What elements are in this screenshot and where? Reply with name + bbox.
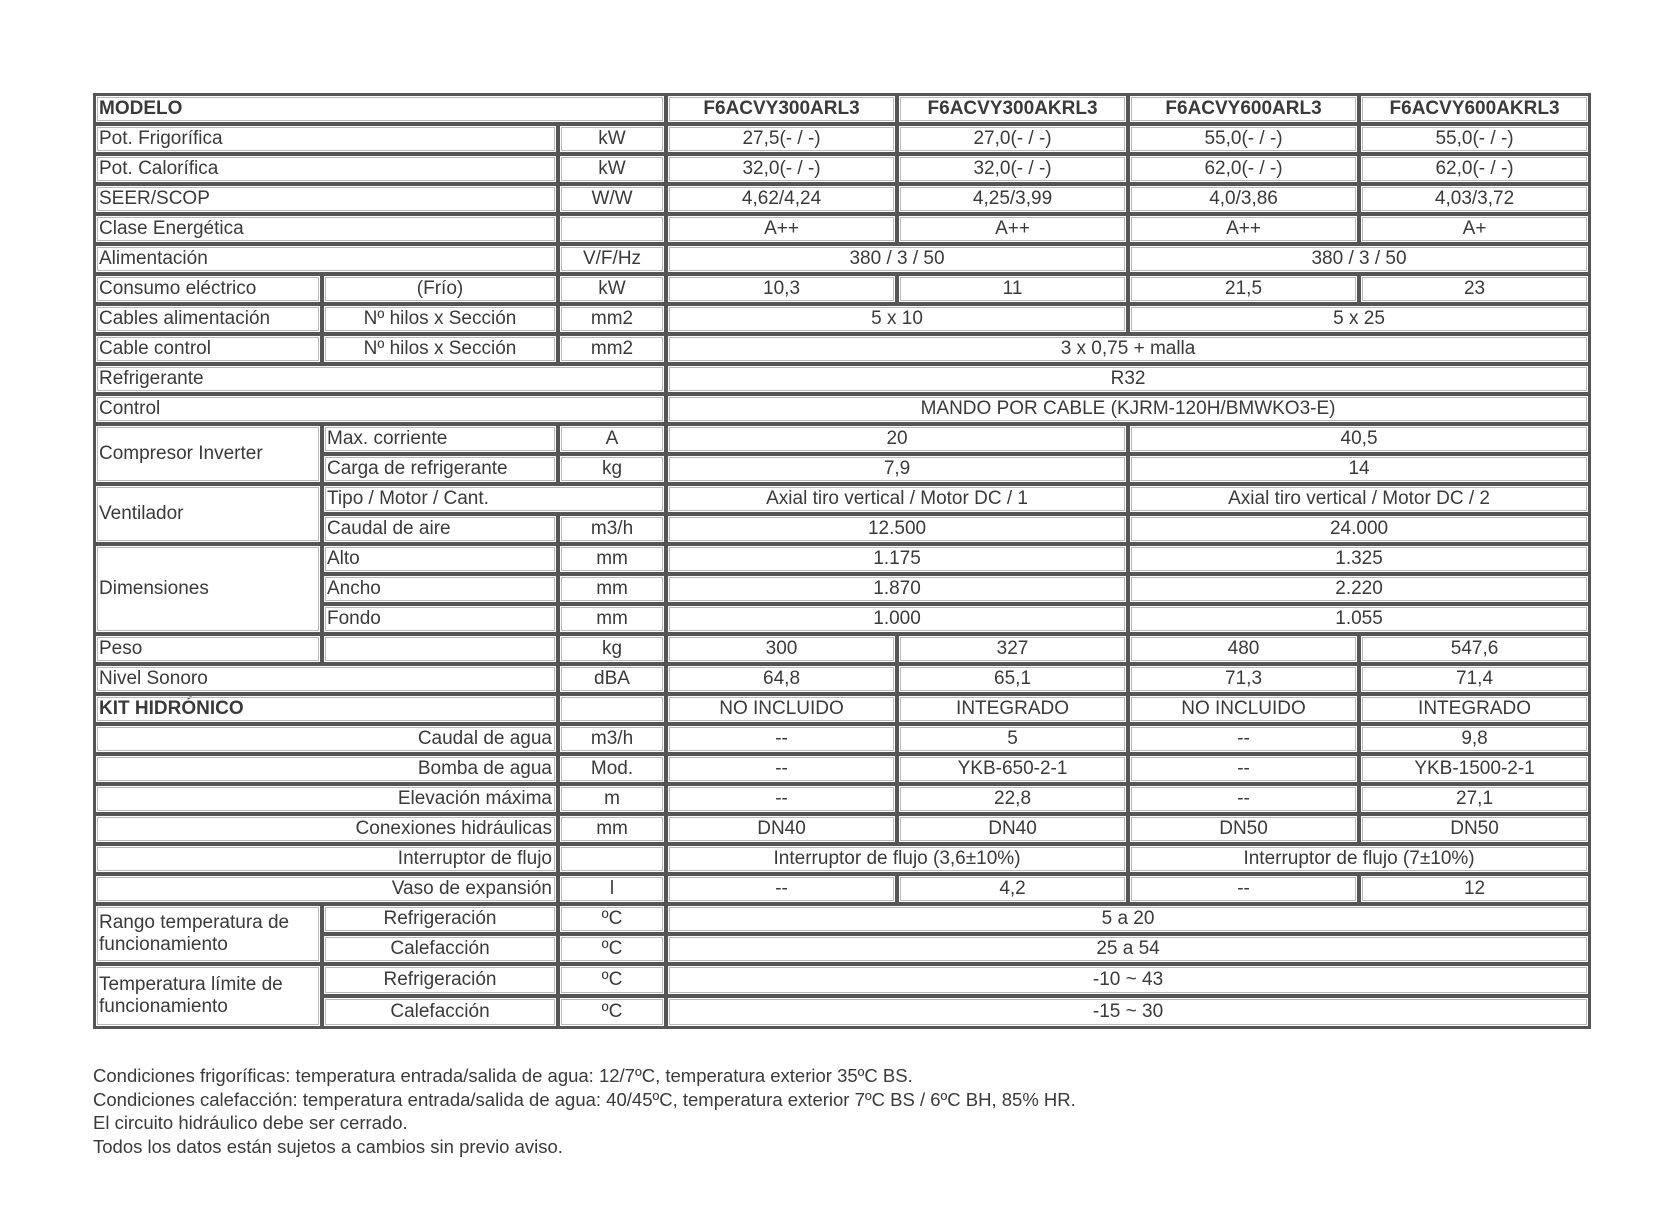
cell-value: 14 [1128, 454, 1590, 484]
cell-value: 32,0(- / -) [897, 154, 1128, 184]
cell-value: 2.220 [1128, 574, 1590, 604]
cell-label: Bomba de agua [94, 754, 558, 784]
cell-model-3: F6ACVY600ARL3 [1128, 94, 1359, 124]
cell-unit: kW [558, 124, 666, 154]
cell-unit: m [558, 784, 666, 814]
row-cable-ctrl [94, 334, 1590, 364]
cell-value: 7,9 [666, 454, 1128, 484]
row-nivel [94, 664, 1590, 694]
cell-value: DN50 [1128, 814, 1359, 844]
row-control [94, 394, 1590, 424]
cell-unit: kW [558, 274, 666, 304]
cell-unit: mm2 [558, 334, 666, 364]
cell-value: INTEGRADO [1359, 694, 1590, 724]
cell-unit: kW [558, 154, 666, 184]
cell-label: Conexiones hidráulicas [94, 814, 558, 844]
cell-sublabel: Caudal de aire [322, 514, 558, 544]
cell-value: 11 [897, 274, 1128, 304]
cell-value: Axial tiro vertical / Motor DC / 1 [666, 484, 1128, 514]
cell-value: NO INCLUIDO [666, 694, 897, 724]
row-ventilador-tipo [94, 484, 1590, 514]
cell-sublabel: Max. corriente [322, 424, 558, 454]
cell-value: MANDO POR CABLE (KJRM-120H/BMWKO3-E) [666, 394, 1590, 424]
row-rango-refr [94, 904, 1590, 934]
cell-value: 380 / 3 / 50 [1128, 244, 1590, 274]
cell-value: 3 x 0,75 + malla [666, 334, 1590, 364]
cell-modelo-label: MODELO [94, 94, 666, 124]
cell-label: Caudal de agua [94, 724, 558, 754]
cell-value: -- [1128, 784, 1359, 814]
row-limite-refr [94, 964, 1590, 996]
cell-label: SEER/SCOP [94, 184, 558, 214]
cell-unit: mm [558, 574, 666, 604]
cell-value: 64,8 [666, 664, 897, 694]
cell-value: 10,3 [666, 274, 897, 304]
cell-value: 22,8 [897, 784, 1128, 814]
cell-unit: W/W [558, 184, 666, 214]
cell-value: YKB-1500-2-1 [1359, 754, 1590, 784]
cell-group-label: Temperatura límite de funcionamiento [94, 964, 322, 1028]
cell-value: 1.175 [666, 544, 1128, 574]
cell-label: Interruptor de flujo [94, 844, 558, 874]
cell-label: Control [94, 394, 666, 424]
cell-unit: ºC [558, 964, 666, 996]
footnote: Condiciones calefacción: temperatura entrada/salida de agua: 40/45ºC, temperatura exterior 7ºC BS / 6ºC BH, 85% HR. [93, 1088, 1076, 1110]
cell-label: Vaso de expansión [94, 874, 558, 904]
footnote: El circuito hidráulico debe ser cerrado. [93, 1112, 408, 1133]
cell-label: Refrigerante [94, 364, 666, 394]
cell-sublabel: Nº hilos x Sección [322, 334, 558, 364]
cell-unit: mm2 [558, 304, 666, 334]
cell-value: 327 [897, 634, 1128, 664]
cell-value: -- [1128, 724, 1359, 754]
row-consumo [94, 274, 1590, 304]
cell-model-4: F6ACVY600AKRL3 [1359, 94, 1590, 124]
cell-unit: kg [558, 634, 666, 664]
cell-value: -- [1128, 754, 1359, 784]
cell-value: -- [666, 754, 897, 784]
cell-sublabel: Calefacción [322, 934, 558, 964]
cell-value: 1.055 [1128, 604, 1590, 634]
cell-model-1: F6ACVY300ARL3 [666, 94, 897, 124]
footnote: Todos los datos están sujetos a cambios sin previo aviso. [93, 1135, 563, 1157]
cell-value: 1.325 [1128, 544, 1590, 574]
cell-group-label: Rango temperatura de funcionamiento [94, 904, 322, 964]
row-elevacion [94, 784, 1590, 814]
cell-unit [558, 844, 666, 874]
cell-value: 62,0(- / -) [1128, 154, 1359, 184]
cell-value: 300 [666, 634, 897, 664]
row-caudal-agua [94, 724, 1590, 754]
row-pot-frig [94, 124, 1590, 154]
cell-label: Clase Energética [94, 214, 558, 244]
cell-value: Interruptor de flujo (7±10%) [1128, 844, 1590, 874]
cell-value: 1.000 [666, 604, 1128, 634]
cell-unit [558, 694, 666, 724]
cell-sublabel: Ancho [322, 574, 558, 604]
cell-value: 71,3 [1128, 664, 1359, 694]
cell-value: -- [666, 724, 897, 754]
cell-unit: V/F/Hz [558, 244, 666, 274]
cell-value: -15 ~ 30 [666, 996, 1590, 1028]
cell-sublabel: Fondo [322, 604, 558, 634]
cell-value: 27,0(- / -) [897, 124, 1128, 154]
cell-value: 12.500 [666, 514, 1128, 544]
cell-value: 21,5 [1128, 274, 1359, 304]
cell-sublabel [322, 634, 558, 664]
cell-value: 380 / 3 / 50 [666, 244, 1128, 274]
cell-label: Elevación máxima [94, 784, 558, 814]
cell-sublabel: Calefacción [322, 996, 558, 1028]
cell-value: 480 [1128, 634, 1359, 664]
cell-value: 40,5 [1128, 424, 1590, 454]
cell-model-2: F6ACVY300AKRL3 [897, 94, 1128, 124]
row-pot-cal [94, 154, 1590, 184]
cell-value: Interruptor de flujo (3,6±10%) [666, 844, 1128, 874]
cell-unit: mm [558, 604, 666, 634]
cell-unit: ºC [558, 996, 666, 1028]
cell-value: A++ [1128, 214, 1359, 244]
cell-value: R32 [666, 364, 1590, 394]
cell-group-label: Dimensiones [94, 544, 322, 634]
cell-unit: m3/h [558, 514, 666, 544]
cell-value: 25 a 54 [666, 934, 1590, 964]
cell-sublabel: Tipo / Motor / Cant. [322, 484, 666, 514]
cell-unit: mm [558, 814, 666, 844]
cell-value: 4,25/3,99 [897, 184, 1128, 214]
cell-label: Pot. Frigorífica [94, 124, 558, 154]
row-compresor-max [94, 424, 1590, 454]
cell-unit: mm [558, 544, 666, 574]
cell-value: 23 [1359, 274, 1590, 304]
cell-label: Alimentación [94, 244, 558, 274]
cell-group-label: Compresor Inverter [94, 424, 322, 484]
cell-sublabel: Refrigeración [322, 904, 558, 934]
cell-value: 12 [1359, 874, 1590, 904]
cell-unit: m3/h [558, 724, 666, 754]
footnotes [93, 1064, 1076, 1158]
cell-value: 4,03/3,72 [1359, 184, 1590, 214]
cell-value: NO INCLUIDO [1128, 694, 1359, 724]
cell-value: 20 [666, 424, 1128, 454]
cell-value: 62,0(- / -) [1359, 154, 1590, 184]
cell-unit: kg [558, 454, 666, 484]
cell-label: Cables alimentación [94, 304, 322, 334]
row-seer [94, 184, 1590, 214]
cell-unit: ºC [558, 904, 666, 934]
row-conexiones [94, 814, 1590, 844]
row-dim-alto [94, 544, 1590, 574]
cell-value: -- [1128, 874, 1359, 904]
cell-value: -- [666, 784, 897, 814]
cell-value: 27,5(- / -) [666, 124, 897, 154]
cell-value: A++ [666, 214, 897, 244]
row-interruptor [94, 844, 1590, 874]
row-refrigerante [94, 364, 1590, 394]
row-cables-alim [94, 304, 1590, 334]
cell-unit: l [558, 874, 666, 904]
cell-value: 4,0/3,86 [1128, 184, 1359, 214]
row-peso [94, 634, 1590, 664]
cell-label: Pot. Calorífica [94, 154, 558, 184]
cell-value: DN50 [1359, 814, 1590, 844]
cell-label: KIT HIDRÓNICO [94, 694, 558, 724]
cell-value: A++ [897, 214, 1128, 244]
cell-sublabel: Refrigeración [322, 964, 558, 996]
cell-unit: ºC [558, 934, 666, 964]
cell-value: 55,0(- / -) [1359, 124, 1590, 154]
cell-label: Peso [94, 634, 322, 664]
cell-value: 32,0(- / -) [666, 154, 897, 184]
row-bomba [94, 754, 1590, 784]
cell-value: 65,1 [897, 664, 1128, 694]
cell-label: Nivel Sonoro [94, 664, 558, 694]
cell-label: Cable control [94, 334, 322, 364]
cell-unit: A [558, 424, 666, 454]
cell-value: -10 ~ 43 [666, 964, 1590, 996]
spec-table [93, 93, 1591, 1029]
cell-value: 5 a 20 [666, 904, 1590, 934]
cell-group-label: Ventilador [94, 484, 322, 544]
cell-value: 4,2 [897, 874, 1128, 904]
row-clase [94, 214, 1590, 244]
cell-sublabel: Carga de refrigerante [322, 454, 558, 484]
cell-value: DN40 [666, 814, 897, 844]
cell-value: 547,6 [1359, 634, 1590, 664]
cell-unit: Mod. [558, 754, 666, 784]
row-vaso [94, 874, 1590, 904]
cell-value: 9,8 [1359, 724, 1590, 754]
cell-value: -- [666, 874, 897, 904]
cell-unit: dBA [558, 664, 666, 694]
cell-value: 5 x 10 [666, 304, 1128, 334]
cell-value: 1.870 [666, 574, 1128, 604]
cell-value: 55,0(- / -) [1128, 124, 1359, 154]
cell-label: Consumo eléctrico [94, 274, 322, 304]
row-modelo [94, 94, 1590, 124]
cell-value: Axial tiro vertical / Motor DC / 2 [1128, 484, 1590, 514]
cell-sublabel: Nº hilos x Sección [322, 304, 558, 334]
row-kit [94, 694, 1590, 724]
cell-value: DN40 [897, 814, 1128, 844]
cell-value: 27,1 [1359, 784, 1590, 814]
cell-sublabel: Alto [322, 544, 558, 574]
cell-value: 5 [897, 724, 1128, 754]
cell-value: YKB-650-2-1 [897, 754, 1128, 784]
cell-value: INTEGRADO [897, 694, 1128, 724]
row-alim [94, 244, 1590, 274]
cell-value: 5 x 25 [1128, 304, 1590, 334]
cell-value: 71,4 [1359, 664, 1590, 694]
cell-value: 4,62/4,24 [666, 184, 897, 214]
cell-unit [558, 214, 666, 244]
cell-value: 24.000 [1128, 514, 1590, 544]
cell-value: A+ [1359, 214, 1590, 244]
cell-sublabel: (Frío) [322, 274, 558, 304]
footnote: Condiciones frigoríficas: temperatura entrada/salida de agua: 12/7ºC, temperatura exterior 35ºC BS. [93, 1065, 913, 1086]
